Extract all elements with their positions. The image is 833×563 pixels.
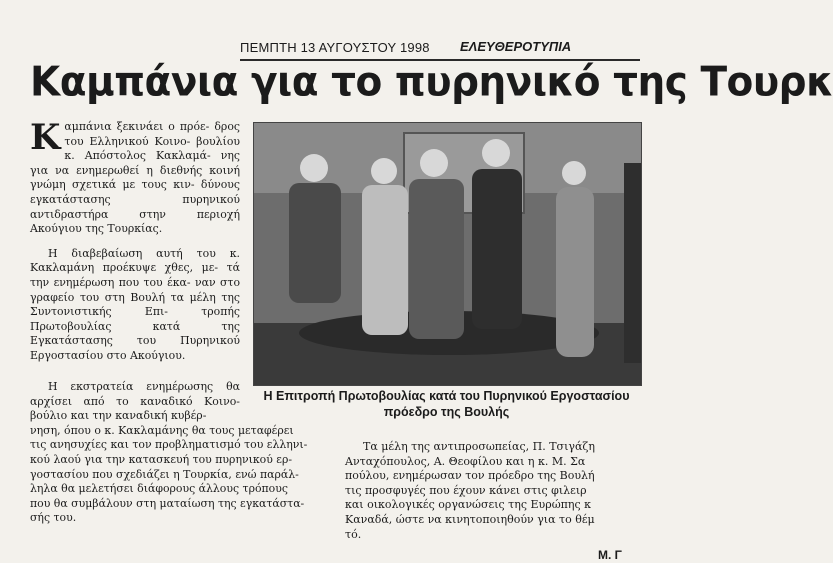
text-line: Εργοστασίου στο Ακούγιου.	[30, 348, 186, 362]
text-line: βουλίου κ. Απόστολος Κακλαμά-	[64, 134, 240, 163]
text-line: Εγκατάστασης του Πυρηνικού	[30, 334, 240, 348]
text-line: αρχίσει από το καναδικό Κοινο-	[30, 394, 240, 408]
caption-line: Η Επιτροπή Πρωτοβουλίας κατά του Πυρηνικού Εργοστασίου	[263, 389, 630, 403]
article-right-column	[345, 440, 640, 542]
text-line: Κακλαμάνη προέκυψε χθες, με-	[30, 261, 227, 275]
text-line: τό.	[345, 527, 362, 541]
text-line: και οικολογικές οργανώσεις της Ευρώπης κ	[345, 498, 592, 512]
text-line: τις ανησυχίες και τον προβληματισμό του ελληνι-	[30, 438, 308, 452]
text-line: Ακούγιου της Τουρκίας.	[30, 222, 163, 236]
text-line: νης για να ενημερωθεί η διεθνής	[30, 149, 240, 177]
text-line: Καναδά, ώστε να κινητοποιηθούν για το θέμ	[345, 512, 595, 526]
text-line: νηση, όπου ο κ. Κακλαμάνης θα τους μεταφέρει	[30, 423, 294, 437]
text-line: Ανταχόπουλος, Α. Θεοφίλου και η κ. Μ. Σα	[345, 454, 586, 468]
text-line: τά την ενημέρωση που του έκα-	[30, 261, 240, 289]
caption-line: πρόεδρο της Βουλής	[383, 405, 510, 419]
text-line: που θα συμβάλουν στη ματαίωση της εγκατάστα-	[30, 496, 305, 510]
text-line: τα μέλη της Συντονιστικής Επι-	[30, 290, 240, 319]
text-line: ναν στο γραφείο του στη Βουλή	[30, 275, 241, 304]
p3-head	[30, 380, 240, 424]
text-line: δύνους εγκατάστασης πυρηνικού	[30, 178, 240, 206]
text-line: κοινή γνώμη σχετικά με τους κιν-	[30, 163, 240, 192]
text-line: τροπής Πρωτοβουλίας κατά της	[30, 305, 240, 333]
photo-caption	[253, 388, 640, 420]
issue-date: ΠΕΜΠΤΗ 13 ΑΥΓΟΥΣΤΟΥ 1998	[240, 40, 430, 55]
newspaper-name: ΕΛΕΥΘΕΡΟΤΥΠΙΑ	[460, 39, 572, 54]
paragraph-2	[30, 247, 240, 364]
text-line: Τα μέλη της αντιπροσωπείας, Π. Τσιγάζη	[363, 440, 595, 453]
text-line: πούλου, ενημέρωσαν τον πρόεδρο της Βουλή	[345, 469, 595, 483]
article-headline: Καμπάνια για το πυρηνικό της Τουρκ	[30, 58, 833, 107]
group-photo-illustration	[254, 123, 641, 385]
news-photo	[253, 122, 642, 386]
text-line: τις προσφυγές που έχουν κάνει στις φιλειρ	[345, 483, 587, 497]
text-line: Η εκστρατεία ενημέρωσης θα	[48, 380, 240, 393]
byline-fragment: Μ. Γ	[598, 548, 622, 562]
text-line: ληλα θα μελετήσει διάφορους άλλους τρόπους	[30, 482, 288, 496]
text-line: σής του.	[30, 511, 77, 525]
text-line: αντιδραστήρα στην περιοχή	[30, 207, 240, 221]
text-line: αμπάνια ξεκινάει ο πρόε-	[64, 120, 215, 133]
text-line: δρος του Ελληνικού Κοινο-	[64, 120, 240, 148]
article-left-column	[30, 117, 241, 374]
text-line: Η διαβεβαίωση αυτή του κ.	[48, 246, 240, 260]
text-line: γοστασίου που σχεδιάζει η Τουρκία, ενώ παράλ-	[30, 467, 299, 481]
masthead	[240, 40, 640, 60]
drop-cap: Κ	[30, 117, 61, 158]
text-line: βούλιο και την καναδική κυβέρ-	[30, 409, 207, 423]
paragraph-1	[30, 117, 240, 237]
text-line: κού λαού για την κατασκευή του πυρηνικού ερ-	[30, 452, 293, 466]
